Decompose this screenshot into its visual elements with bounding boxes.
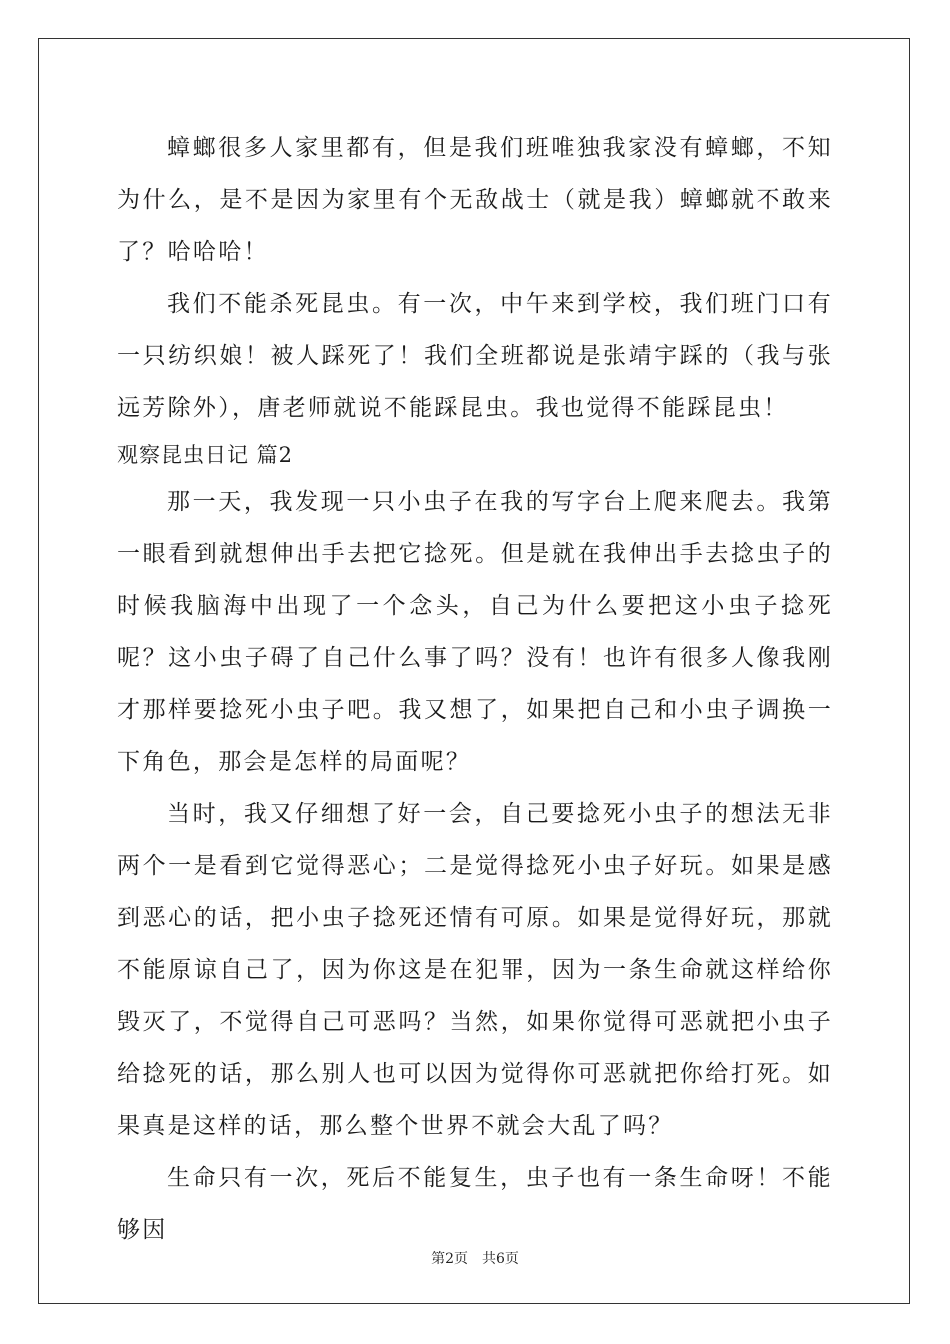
paragraph-2: 我们不能杀死昆虫。有一次，中午来到学校，我们班门口有一只纺织娘！被人踩死了！我们全班都说是张靖宇踩的（我与张远芳除外），唐老师就说不能踩昆虫。我也觉得不能踩昆虫！ [117,291,833,421]
section-heading: 观察昆虫日记 篇2 [117,443,294,467]
paragraph-5: 生命只有一次，死后不能复生，虫子也有一条生命呀！不能够因 [117,1165,833,1243]
paragraph-3: 那一天，我发现一只小虫子在我的写字台上爬来爬去。我第一眼看到就想伸出手去把它捻死。但是就在我伸出手去捻虫子的时候我脑海中出现了一个念头，自己为什么要把这小虫子捻死呢？这小虫子碍了自己什么事了吗？没有！也许有很多人像我刚才那样要捻死小虫子吧。我又想了，如果把自己和小虫子调换一下角色，那会是怎样的局面呢？ [117,489,833,775]
paragraph-4: 当时，我又仔细想了好一会，自己要捻死小虫子的想法无非两个一是看到它觉得恶心；二是觉得捻死小虫子好玩。如果是感到恶心的话，把小虫子捻死还情有可原。如果是觉得好玩，那就不能原谅自己了，因为你这是在犯罪，因为一条生命就这样给你毁灭了，不觉得自己可恶吗？当然，如果你觉得可恶就把小虫子给捻死的话，那么别人也可以因为觉得你可恶就把你给打死。如果真是这样的话，那么整个世界不就会大乱了吗？ [117,801,833,1139]
paragraph-1: 蟑螂很多人家里都有，但是我们班唯独我家没有蟑螂，不知为什么，是不是因为家里有个无敌战士（就是我）蟑螂就不敢来了？哈哈哈！ [117,135,833,265]
document-body [117,122,833,1256]
page-number-footer: 第2页 共6页 [431,1251,519,1267]
